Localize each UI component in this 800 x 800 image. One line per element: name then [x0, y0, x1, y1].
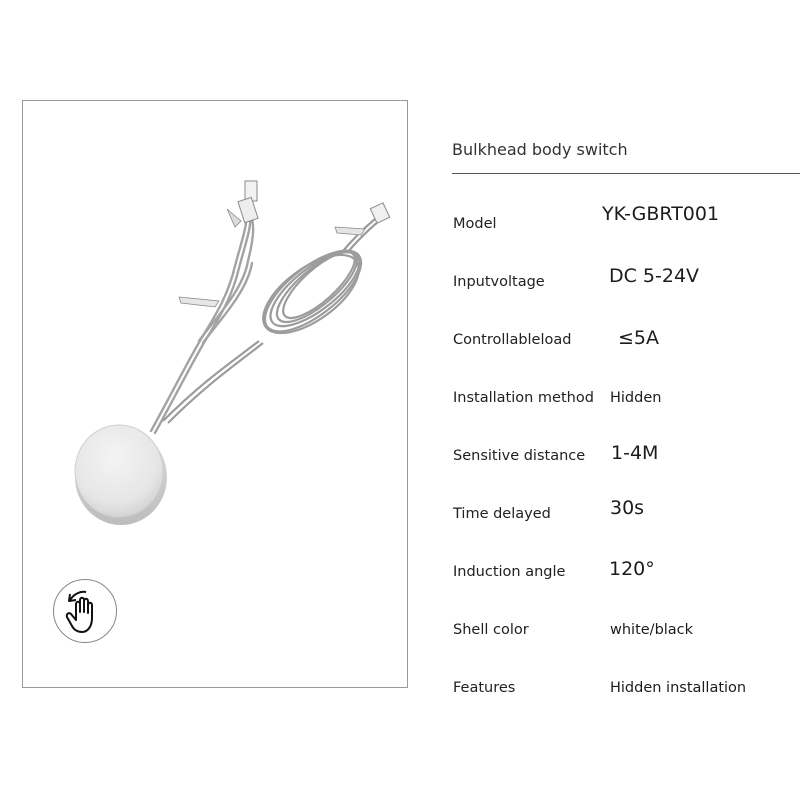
spec-value-sensitive-distance: 1-4M — [611, 442, 659, 464]
right-connector — [335, 203, 390, 235]
spec-label-model: Model — [453, 216, 497, 232]
sensor-disc — [75, 425, 167, 525]
spec-label-time-delayed: Time delayed — [453, 506, 551, 522]
spec-value-features: Hidden installation — [610, 680, 747, 696]
product-image-frame — [22, 100, 408, 688]
spec-value-installation-method: Hidden — [610, 390, 662, 406]
spec-label-induction-angle: Induction angle — [453, 564, 566, 580]
right-cable-coil — [163, 219, 379, 423]
spec-value-time-delayed: 30s — [610, 497, 645, 519]
spec-label-input-voltage: Inputvoltage — [453, 274, 545, 290]
spec-label-installation-method: Installation method — [453, 390, 594, 406]
spec-value-model: YK-GBRT001 — [602, 203, 720, 225]
hand-wave-icon — [54, 580, 118, 644]
spec-value-induction-angle: 120° — [609, 558, 655, 580]
spec-label-sensitive-distance: Sensitive distance — [453, 448, 586, 464]
spec-value-input-voltage: DC 5-24V — [609, 265, 700, 287]
spec-value-controllable-load: ≤5A — [618, 327, 660, 349]
spec-label-shell-color: Shell color — [453, 622, 529, 638]
hand-wave-badge — [53, 579, 117, 643]
spec-value-shell-color: white/black — [610, 622, 694, 638]
spec-label-features: Features — [453, 680, 516, 696]
spec-label-controllable-load: Controllableload — [453, 332, 572, 348]
spec-heading: Bulkhead body switch — [452, 140, 628, 159]
heading-divider — [452, 173, 800, 174]
left-cable — [151, 211, 253, 433]
